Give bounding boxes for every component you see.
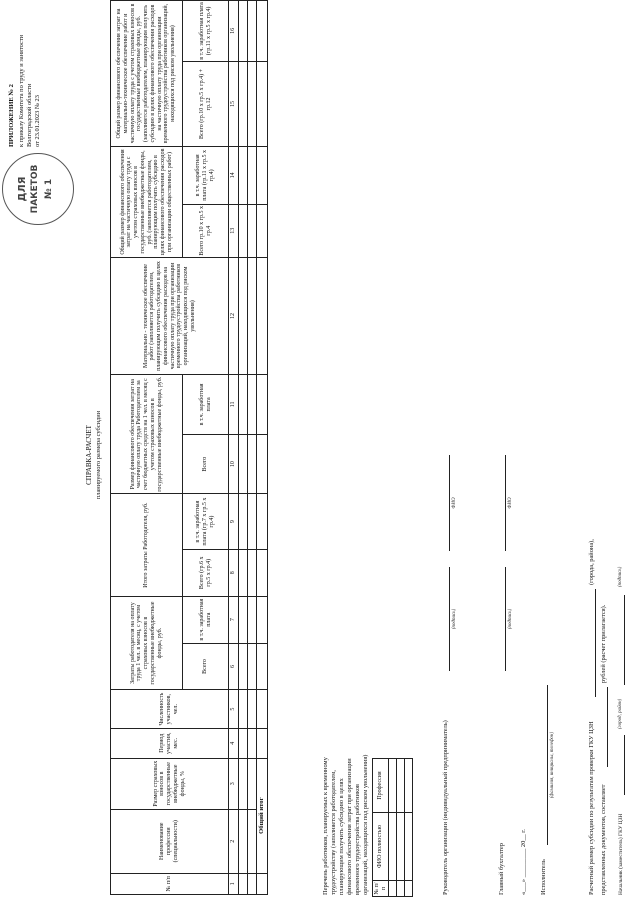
executor-line	[547, 685, 548, 845]
header-cell: Итого затраты Работодателя, руб.	[111, 494, 183, 596]
list-header-row	[373, 759, 389, 897]
list-header-cell: Профессия	[373, 759, 389, 813]
list-header-cell: ФИО полностью	[373, 813, 389, 881]
order-line: к приказу Комитета по труду и занятости	[18, 34, 25, 147]
footer-field-line	[624, 735, 625, 795]
footer-field-line	[624, 595, 625, 685]
list-caption: организаций, находящихся под риском увольнения)	[362, 754, 369, 895]
footer-line: (города, района),	[588, 539, 595, 585]
column-number: 9	[229, 494, 239, 549]
header-cell: Затраты работодателя на оплату труда 1 чел. в месяц, с учетом страховых взносов в государственные внебюджетные фонды, руб.	[111, 596, 183, 690]
stamp	[2, 153, 74, 225]
list-caption: временного трудоустройства работников	[354, 784, 361, 895]
stamp-text: ПАКЕТОВ	[30, 164, 40, 214]
list-row	[405, 759, 413, 897]
column-number: 2	[229, 809, 239, 873]
header-cell: Размер финансового обеспечения затрат на частичную оплату труда Работодателем за счет бюджетных средств на 1 чел. в месяц с учетом страховых взносов в государственные внебюджетные фонды, руб.	[111, 375, 183, 494]
page-subtitle: планируемого размера субсидии	[95, 410, 102, 500]
subheader-cell: в т.ч. заработная плата (гр.11 х гр.5 х гр.4)	[183, 147, 229, 205]
table-row	[239, 1, 248, 895]
subheader-cell: в т.ч. заработная плата (гр.11 х гр.5 х гр.4)	[183, 1, 229, 62]
fio-line	[505, 455, 506, 551]
total-label: Общий итог	[257, 758, 268, 873]
column-number: 3	[229, 758, 239, 809]
column-number: 6	[229, 643, 239, 690]
footer-line: Начальник (заместитель) ГКУ ЦЗН	[618, 813, 624, 895]
fio-hint: ФИО	[508, 497, 513, 509]
column-number: 4	[229, 728, 239, 758]
signature-line	[505, 567, 506, 671]
column-number: 12	[229, 257, 239, 374]
date-line: «___» _________ 20__ г.	[520, 829, 527, 895]
footer-line: рублей (расчет прилагается).	[600, 604, 607, 683]
column-number: 16	[229, 1, 239, 62]
stamp-text: № 1	[44, 178, 54, 200]
header-cell: Материально - техническое обеспечение работ (заполняется работодателем, планирующим получить субсидию в целях финансового обеспечения расходов на частичную оплату труда при организации временного трудоустройства работников организаций, находящихся под риском увольнения)	[111, 257, 229, 374]
signature-hint: (подпись)	[452, 608, 457, 630]
executor-label: Исполнитель	[540, 859, 547, 895]
subheader-cell: Всего	[183, 434, 229, 494]
appendix-label: ПРИЛОЖЕНИЕ № 2	[8, 84, 15, 147]
header-cell: Наименование профессии (специальности)	[111, 809, 229, 873]
column-number: 13	[229, 204, 239, 257]
employee-list-table	[372, 758, 413, 897]
header-cell: Численность участников, чел.	[111, 690, 229, 728]
column-number: 5	[229, 690, 239, 728]
list-row	[389, 759, 397, 897]
footer-line: представленных документов, составляет	[600, 784, 607, 895]
subheader-cell: Всего (гр.10 х гр.5 х гр.4) + гр.12	[183, 61, 229, 146]
total-row	[257, 1, 268, 895]
column-number: 11	[229, 375, 239, 435]
table-row	[248, 1, 257, 895]
signature-hint: (подпись)	[508, 608, 513, 630]
head-signature-label: Руководитель организации (индивидуальный предприниматель)	[442, 720, 449, 895]
column-number: 15	[229, 61, 239, 146]
fio-hint: ФИО	[452, 497, 457, 509]
subheader-cell: Всего	[183, 643, 229, 690]
header-cell: Общий размер финансового обеспечения затрат на частичную оплату труда с учетом страховых взносов в государственные внебюджетные фонды, руб. (заполняется работодателем, планирующим получить субсидию в целях финансового обеспечения расходов при организации общественных работ)	[111, 147, 183, 258]
subheader-cell: в т.ч. заработная плата (гр.7 х гр.5 х гр.4)	[183, 494, 229, 549]
list-caption: трудоустройству (заполняется работодателем,	[330, 770, 337, 895]
list-caption: планирующим получить субсидию в целях	[338, 778, 345, 895]
list-caption: Перечень работников, планируемых к временному	[322, 757, 329, 895]
column-number: 14	[229, 147, 239, 205]
column-number: 1	[229, 873, 239, 894]
column-number: 10	[229, 434, 239, 494]
column-number: 7	[229, 596, 239, 643]
subheader-cell: Всего (гр.6 х гр.5 х гр.4)	[183, 549, 229, 596]
column-number: 8	[229, 549, 239, 596]
table-header-row	[111, 1, 183, 895]
list-caption: финансового обеспечения затрат при организации	[346, 758, 353, 895]
footer-field-line	[595, 589, 596, 697]
subheader-cell: в т.ч. заработная плата	[183, 375, 229, 435]
header-cell: Размер страховых взносов в государственные внебюджетные фонды, %	[111, 758, 229, 809]
column-number-row	[229, 1, 239, 895]
signature-line	[449, 567, 450, 671]
header-cell: Общий размер финансового обеспечения затрат на материально-техническое обеспечение работ и частичную оплату труда с учетом страховых взносов в государственные внебюджетные фонды, руб. (заполняется работодателем, планирующим получить субсидию в целях финансового обеспечения расходов на частичную оплату труда при организации временного трудоустройства работников организаций, находящихся под риском увольнения)	[111, 1, 183, 147]
list-row	[397, 759, 405, 897]
page-title: СПРАВКА-РАСЧЕТ	[85, 425, 93, 485]
executor-hint: (фамилия, инициалы, телефон)	[550, 731, 555, 799]
subheader-cell: в т.ч. заработная плата	[183, 596, 229, 643]
footer-hint: (город, район)	[618, 698, 623, 729]
order-line: от 23.01.2023 № 23	[34, 95, 41, 147]
order-line: Волгоградской области	[26, 83, 33, 147]
subsidy-table	[110, 0, 268, 895]
subheader-cell: Всего гр.10 х гр.5 х гр.4	[183, 204, 229, 257]
stamp-text: ДЛЯ	[17, 176, 28, 202]
fio-line	[449, 455, 450, 551]
header-cell: № п/п	[111, 873, 229, 894]
accountant-signature-label: Главный бухгалтер	[498, 843, 505, 895]
footer-line: Расчетный размер субсидии по результатам проверки ГКУ ЦЗН	[588, 721, 595, 895]
header-cell: Период участия, мес.	[111, 728, 229, 758]
footer-hint: (подпись)	[618, 566, 623, 587]
footer-field-line	[607, 687, 608, 767]
list-header-cell: № п/п	[373, 881, 389, 897]
